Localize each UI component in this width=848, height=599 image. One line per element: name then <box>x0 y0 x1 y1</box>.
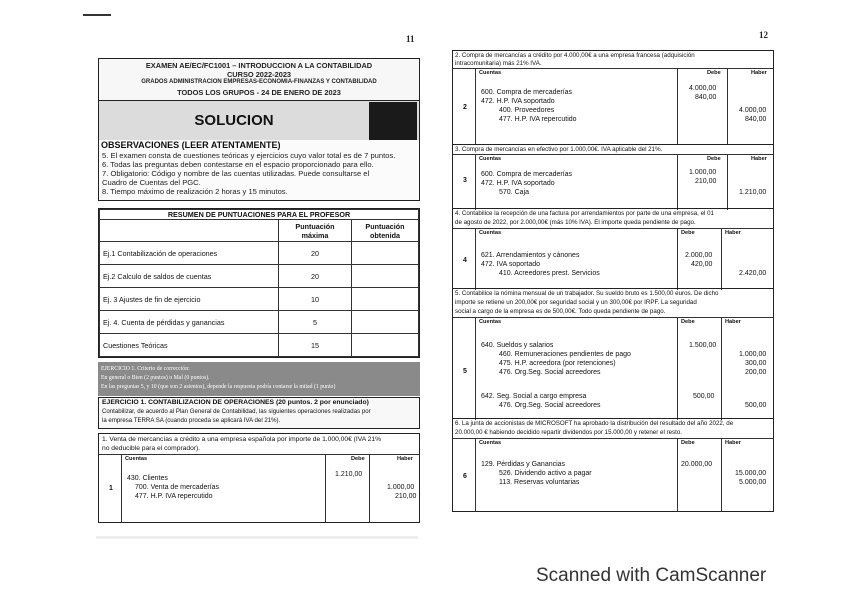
account-line: 472. IVA soportado <box>481 261 541 268</box>
entry-number: 6 <box>463 473 467 480</box>
header-debe: Debe <box>681 440 695 446</box>
score-max: 20 <box>279 265 352 288</box>
observations-box <box>98 140 420 201</box>
account-line: 410. Acreedores prest. Servicios <box>499 270 600 277</box>
account-line: 430. Clientes <box>127 475 168 482</box>
right-page <box>452 50 774 512</box>
header-haber: Haber <box>397 456 413 462</box>
account-line: 472. H.P. IVA soportado <box>481 180 555 187</box>
score-label: Ej.2 Calculo de saldos de cuentas <box>100 265 279 288</box>
header-haber: Haber <box>725 440 741 446</box>
score-row <box>100 288 419 311</box>
haber-value: 200,00 <box>745 369 767 376</box>
score-obtained[interactable] <box>352 265 419 288</box>
exercise1-title: EJERCICIO 1. CONTABILIZACION DE OPERACIONES (20 puntos. 2 por enunciado) <box>102 399 369 406</box>
observations-title: OBSERVACIONES (LEER ATENTAMENTE) <box>101 140 281 150</box>
score-obtained[interactable] <box>352 334 419 357</box>
entry-statement: 2. Compra de mercancías a crédito por 4.000,00€ a una empresa francesa (adquisición <box>455 52 695 59</box>
header-haber: Haber <box>751 156 767 162</box>
entry-table <box>453 438 773 512</box>
entry-statement: importe se retiene un 200,00€ por seguridad social y un 300,00€ por IRPF. La seguridad <box>455 299 697 306</box>
account-line: 472. H.P. IVA soportado <box>481 98 555 105</box>
haber-value: 210,00 <box>395 493 417 500</box>
entry-table <box>453 228 773 290</box>
entry-statement: 20.000,00 € habiendo decidido repartir dividendos por 15.000,00 y retener el resto. <box>455 429 683 436</box>
debe-value: 1.500,00 <box>689 342 717 349</box>
account-line: 477. H.P. IVA repercutido <box>499 116 577 123</box>
account-line: 475. H.P. acreedora (por retenciones) <box>499 360 616 367</box>
account-line: 600. Compra de mercaderías <box>481 89 573 96</box>
haber-value: 5.000,00 <box>739 479 767 486</box>
header-cuentas: Cuentas <box>479 319 502 325</box>
entry-statement: 3. Compra de mercancías en efectivo por 1.000,00€. IVA aplicable del 21%. <box>455 146 663 153</box>
score-max: 10 <box>279 288 352 311</box>
entry-table <box>453 68 773 145</box>
score-label: Ej. 3 Ajustes de fin de ejercicio <box>100 288 279 311</box>
scan-mark <box>83 14 111 16</box>
header-cuentas: Cuentas <box>479 230 502 236</box>
exam-title: EXAMEN AE/EC/FC1001 – INTRODUCCION A LA CONTABILIDAD <box>145 61 373 70</box>
header-debe: Debe <box>707 156 721 162</box>
redacted-block <box>369 102 417 140</box>
entry-number: 3 <box>463 177 467 184</box>
entry-statement: 6. La junta de accionistas de MICROSOFT ha aprobado la distribución del resultado del año 2022, de <box>455 420 734 427</box>
observation-line: Cuadro de Cuentas del PGC. <box>102 178 201 187</box>
account-line: 476. Org.Seg. Social acreedores <box>499 402 601 409</box>
account-line: 400. Proveedores <box>499 107 555 114</box>
exercise1-instructions: Contabilizar, de acuerdo al Plan General de Contabilidad, las siguientes operaciones realizadas por <box>102 408 371 415</box>
journal-entry-3 <box>453 144 773 209</box>
score-table <box>99 209 419 357</box>
debe-value: 20.000,00 <box>681 461 713 468</box>
observation-line: 6. Todas las preguntas deben contestarse en el espacio proporcionado para ello. <box>102 160 374 169</box>
score-max: 15 <box>279 334 352 357</box>
haber-value: 4.000,00 <box>739 107 767 114</box>
debe-value: 2.000,00 <box>685 252 713 259</box>
solution-label: SOLUCION <box>194 112 274 129</box>
page-number-right: 12 <box>759 30 768 40</box>
grading-note-line: EJERCICIO 1. Criterio de corrección: <box>101 366 190 372</box>
journal-entry-5 <box>453 288 773 419</box>
journal-entry-6 <box>453 418 773 511</box>
header-cuentas: Cuentas <box>479 156 502 162</box>
account-line: 640. Sueldos y salarios <box>481 342 554 349</box>
header-debe: Debe <box>681 230 695 236</box>
account-line: 129. Pérdidas y Ganancias <box>481 461 566 468</box>
entry-statement: 4. Contabilice la recepción de una factura por arrendamientos por parte de una empresa, el 01 <box>455 210 715 217</box>
score-row <box>100 242 419 265</box>
haber-value: 1.000,00 <box>387 484 415 491</box>
score-label: Ej.1 Contabilización de operaciones <box>100 242 279 265</box>
debe-value: 420,00 <box>691 261 713 268</box>
journal-entry-1 <box>98 433 420 523</box>
header-cuentas: Cuentas <box>479 440 502 446</box>
header-haber: Haber <box>725 319 741 325</box>
solution-banner <box>99 100 419 141</box>
col-obtained-header: Puntuación obtenida <box>352 220 419 242</box>
entry-statement: 1. Venta de mercancías a crédito a una empresa española por importe de 1.000,00€ (IVA 21% <box>102 436 382 443</box>
score-label: Ej. 4. Cuenta de pérdidas y ganancias <box>100 311 279 334</box>
account-line: 476. Org.Seg. Social acreedores <box>499 369 601 376</box>
entry-number: 1 <box>109 485 113 492</box>
exercise1-instructions: la empresa TERRA SA (cuando proceda se aplicará IVA del 21%). <box>102 417 281 424</box>
haber-value: 2.420,00 <box>739 270 767 277</box>
entry-statement: no deducible para el comprador). <box>102 445 201 452</box>
score-label: Cuestiones Teóricas <box>100 334 279 357</box>
col-max-header: Puntuación máxima <box>279 220 352 242</box>
haber-value: 840,00 <box>745 116 767 123</box>
score-max: 20 <box>279 242 352 265</box>
header-cuentas: Cuentas <box>125 456 148 462</box>
account-line: 700. Venta de mercaderías <box>135 484 220 491</box>
debe-value: 1.210,00 <box>335 471 363 478</box>
grading-note-line: En general o Bien (2 puntos) o Mal (0 puntos). <box>101 375 210 381</box>
observation-line: 8. Tiempo máximo de realización 2 horas y 15 minutos. <box>102 187 288 196</box>
haber-value: 300,00 <box>745 360 767 367</box>
score-row <box>100 311 419 334</box>
score-max: 5 <box>279 311 352 334</box>
account-line: 642. Seg. Social a cargo empresa <box>481 393 587 400</box>
exam-course: CURSO 2022-2023 <box>226 70 292 79</box>
entry-table <box>453 317 773 420</box>
exercise1-header <box>98 397 420 429</box>
header-haber: Haber <box>725 230 741 236</box>
exam-degrees: GRADOS ADMINISTRACION EMPRESAS-ECONOMIA-FINANZAS Y CONTABILIDAD <box>141 79 377 85</box>
score-obtained[interactable] <box>352 311 419 334</box>
account-line: 600. Compra de mercaderías <box>481 171 573 178</box>
journal-entry-2 <box>453 51 773 144</box>
scanner-watermark: Scanned with CamScanner <box>536 565 767 586</box>
haber-value: 1.000,00 <box>739 351 767 358</box>
entry-statement: intracomunitaria) más 21% IVA. <box>455 60 542 67</box>
journal-entry-4 <box>453 208 773 289</box>
exam-header <box>98 58 420 142</box>
account-line: 477. H.P. IVA repercutido <box>135 493 213 500</box>
entry-table <box>99 454 419 522</box>
account-line: 570. Caja <box>499 189 529 196</box>
observation-line: 5. El examen consta de cuestiones teóricas y ejercicios cuyo valor total es de 7 puntos. <box>102 151 396 160</box>
debe-value: 500,00 <box>693 393 715 400</box>
grading-criteria-note <box>98 362 420 396</box>
entry-statement: de agosto de 2022, por 2.000,00€ (más 10% IVA). El importe queda pendiente de pago. <box>455 219 696 226</box>
haber-value: 500,00 <box>745 402 767 409</box>
debe-value: 4.000,00 <box>689 85 717 92</box>
entry-table <box>453 154 773 210</box>
haber-value: 1.210,00 <box>739 189 767 196</box>
score-obtained[interactable] <box>352 242 419 265</box>
score-row <box>100 334 419 357</box>
account-line: 113. Reservas voluntarias <box>499 479 580 486</box>
debe-value: 210,00 <box>695 178 717 185</box>
exam-date: TODOS LOS GRUPOS - 24 DE ENERO DE 2023 <box>177 88 341 97</box>
score-obtained[interactable] <box>352 288 419 311</box>
header-debe: Debe <box>707 70 721 76</box>
header-debe: Debe <box>351 456 365 462</box>
entry-number: 5 <box>463 368 467 375</box>
account-line: 526. Dividendo activo a pagar <box>499 470 592 477</box>
debe-value: 840,00 <box>695 94 717 101</box>
header-haber: Haber <box>751 70 767 76</box>
debe-value: 1.000,00 <box>689 169 717 176</box>
page-bottom-edge <box>96 536 418 539</box>
grading-note-line: En las preguntas 5, y 10 (que son 2 asientos), depende la respuesta podría contarse la mitad (1 punto) <box>101 384 336 390</box>
entry-statement: 5. Contabilice la nómina mensual de un trabajador. Su sueldo bruto es 1.500,00 euros. De dicho <box>455 290 719 297</box>
page-number-left: 11 <box>406 34 415 44</box>
haber-value: 15.000,00 <box>735 470 767 477</box>
header-cuentas: Cuentas <box>479 70 502 76</box>
entry-number: 2 <box>463 104 467 111</box>
score-row <box>100 265 419 288</box>
account-line: 460. Remuneraciones pendientes de pago <box>499 351 631 358</box>
entry-statement: social a cargo de la empresa es de 500,00€. Todo queda pendiente de pago. <box>455 308 666 315</box>
entry-number: 4 <box>463 257 467 264</box>
observation-line: 7. Obligatorio: Código y nombre de las cuentas utilizadas. Puede consultarse el <box>102 169 370 178</box>
score-table-title: RESUMEN DE PUNTUACIONES PARA EL PROFESOR <box>100 210 419 220</box>
header-debe: Debe <box>681 319 695 325</box>
score-summary <box>98 208 420 358</box>
account-line: 621. Arrendamientos y cánones <box>481 252 580 259</box>
